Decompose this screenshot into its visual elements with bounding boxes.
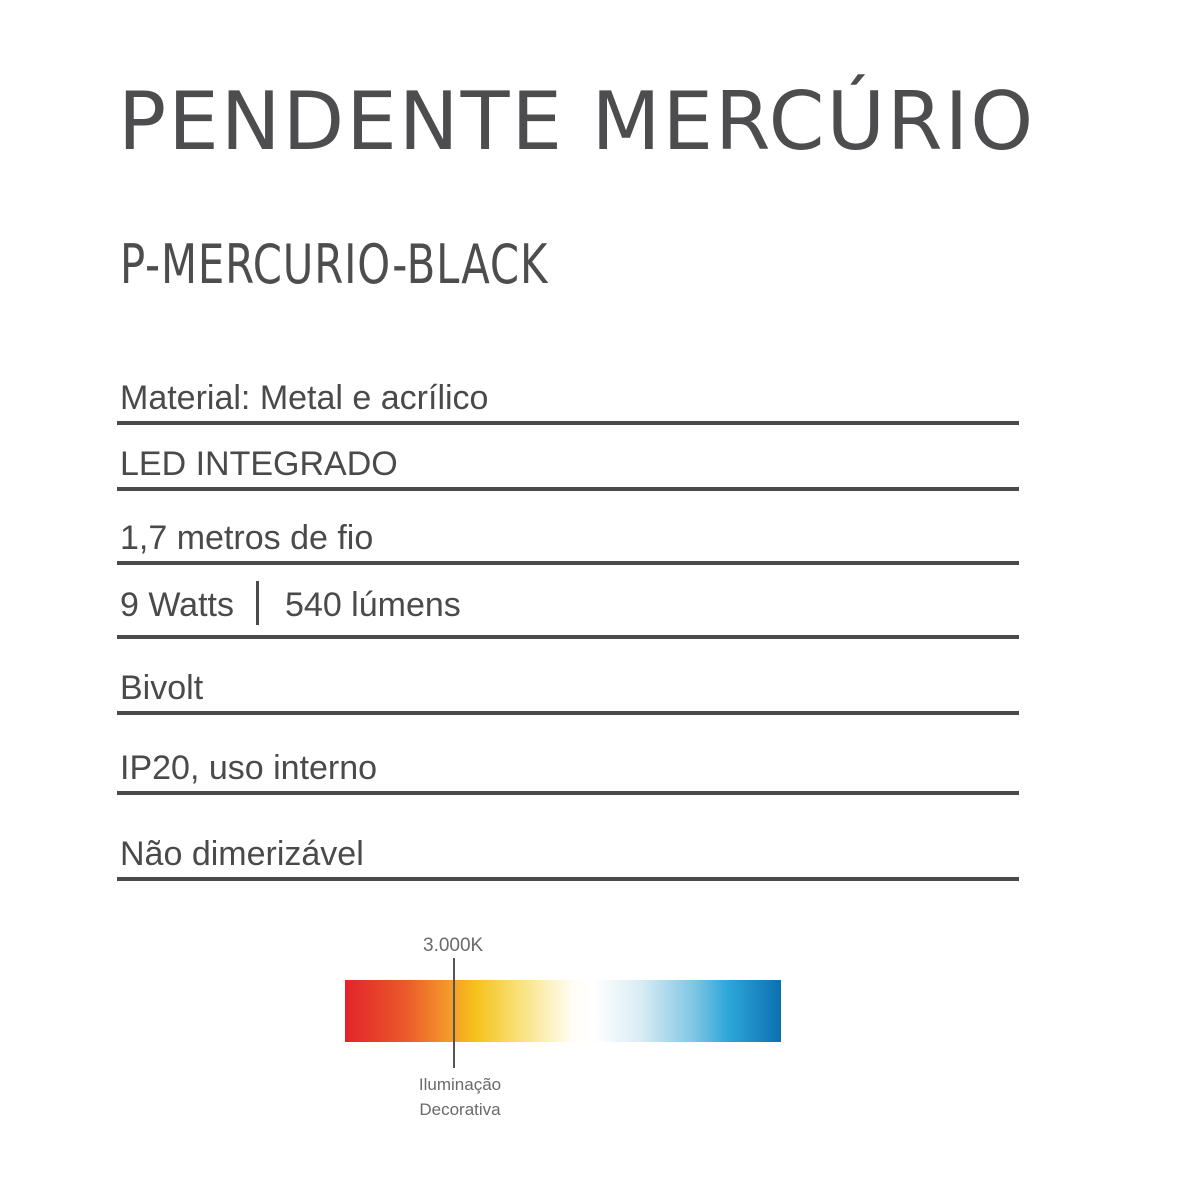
use-label-line2: Decorativa bbox=[419, 1100, 501, 1119]
color-temperature-marker bbox=[453, 958, 455, 1068]
spec-watts: 9 Watts bbox=[120, 585, 234, 624]
spec-row-led bbox=[117, 425, 1019, 491]
product-code: P-MERCURIO-BLACK bbox=[120, 233, 549, 296]
spec-power bbox=[117, 585, 461, 635]
spec-protection: IP20, uso interno bbox=[120, 749, 378, 787]
spec-row-voltage bbox=[117, 639, 1019, 715]
spec-separator bbox=[256, 581, 259, 625]
spec-lumens: 540 lúmens bbox=[285, 585, 461, 624]
color-temperature-value: 3.000K bbox=[423, 935, 484, 956]
spec-voltage: Bivolt bbox=[120, 669, 204, 707]
spec-row-material bbox=[117, 345, 1019, 425]
spec-row-protection bbox=[117, 715, 1019, 795]
color-temperature-scale bbox=[345, 980, 781, 1042]
spec-list bbox=[117, 345, 1019, 881]
spec-row-cable bbox=[117, 491, 1019, 565]
spec-row-power bbox=[117, 565, 1019, 639]
product-title: PENDENTE MERCÚRIO bbox=[118, 75, 1036, 168]
spec-material: Material: Metal e acrílico bbox=[120, 379, 489, 417]
spec-cable: 1,7 metros de fio bbox=[120, 519, 374, 557]
color-temperature-use-label bbox=[395, 1072, 525, 1122]
spec-dimming: Não dimerizável bbox=[120, 835, 364, 873]
use-label-line1: Iluminação bbox=[418, 1075, 502, 1094]
spec-row-dimming bbox=[117, 795, 1019, 881]
spec-led: LED INTEGRADO bbox=[120, 445, 398, 483]
